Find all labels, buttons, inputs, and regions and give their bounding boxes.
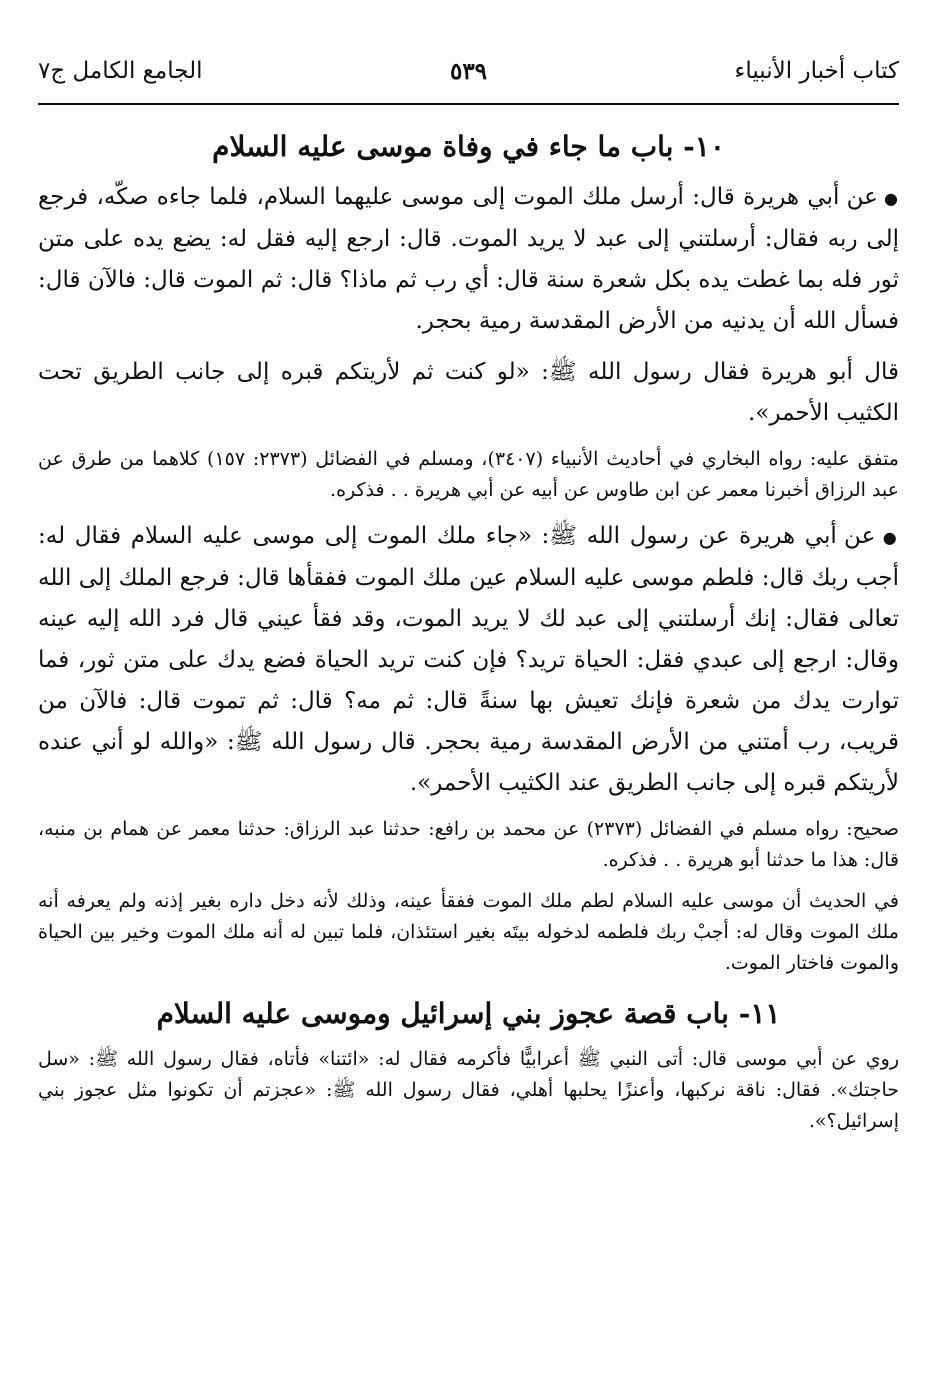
hadith-text-4: روي عن أبي موسى قال: أتى النبي ﷺ أعرابيًّا فأكرمه فقال له: «ائتنا» فأتاه، فقال رسول الله ﷺ: «سل حاجتك». فقال: ناقة نركبها، وأعنزًا يحلبها أهلي، فقال رسول الله ﷺ: «عجزتم أن تكونوا مثل عجوز بني إسرائيل؟». xyxy=(38,1048,899,1132)
hadith-grading-1: متفق عليه: رواه البخاري في أحاديث الأنبياء (٣٤٠٧)، ومسلم في الفضائل (٢٣٧٣: ١٥٧) كلاهما من طرق عن عبد الرزاق أخبرنا معمر عن ابن طاوس عن أبيه عن أبي هريرة . . فذكره. xyxy=(38,448,899,501)
hadith-text-3: ● عن أبي هريرة عن رسول الله ﷺ: «جاء ملك الموت إلى موسى عليه السلام فقال له: أجب ربك قال: فلطم موسى عليه السلام عين ملك الموت ففقأها قال: فرجع الملك إلى الله تعالى فقال: إنك أرسلتني إلى عبد لك لا يريد الموت، وقد فقأ عيني قال فرد الله إليه عينه وقال: ارجع إلى عبدي فقل: الحياة تريد؟ فإن كنت تريد الحياة فضع يدك على متن ثور، فما توارت يدك من شعرة فإنك تعيش بها سنةً قال: ثم مه؟ قال: ثم تموت قال: فالآن من قريب، رب أمتني من الأرض المقدسة رمية بحجر. قال رسول الله ﷺ: «والله لو أني عنده لأريتكم قبره إلى جانب الطريق عند الكثيب الأحمر». xyxy=(38,516,899,804)
section-heading-10: ١٠- باب ما جاء في وفاة موسى عليه السلام xyxy=(212,130,725,163)
page-content xyxy=(38,118,899,1147)
volume-title: الجامع الكامل ج٧ xyxy=(38,58,203,84)
hadith-text-2: قال أبو هريرة فقال رسول الله ﷺ: «لو كنت ثم لأريتكم قبره إلى جانب الطريق تحت الكثيب الأحمر». xyxy=(38,359,899,426)
running-header xyxy=(38,58,899,98)
book-title: كتاب أخبار الأنبياء xyxy=(734,58,899,84)
header-rule xyxy=(38,103,899,105)
hadith-grading-2: صحيح: رواه مسلم في الفضائل (٢٣٧٣) عن محمد بن رافع: حدثنا عبد الرزاق: حدثنا معمر عن همام بن منبه، قال: هذا ما حدثنا أبو هريرة . . فذكره. xyxy=(38,818,899,871)
section-heading-11: ١١- باب قصة عجوز بني إسرائيل وموسى عليه السلام xyxy=(156,997,781,1030)
commentary-text: في الحديث أن موسى عليه السلام لطم ملك الموت ففقأ عينه، وذلك لأنه دخل داره بغير إذنه ولم يعرفه أنه ملك الموت وقال له: أجبْ ربك فلطمه لدخوله بيتَه بغير استئذان، فلما تبين له أنه ملك الموت وخير بين الحياة والموت فاختار الموت. xyxy=(38,890,899,974)
page-number: ٥٣٩ xyxy=(449,58,488,85)
hadith-text-1: ● عن أبي هريرة قال: أرسل ملك الموت إلى موسى عليهما السلام، فلما جاءه صكّه، فرجع إلى ربه فقال: أرسلتني إلى عبد لا يريد الموت. قال: ارجع إليه فقل له: يضع يده على متن ثور فله بما غطت يده بكل شعرة سنة قال: أي رب ثم ماذا؟ قال: ثم الموت قال: فالآن قال: فسأل الله أن يدنيه من الأرض المقدسة رمية بحجر. xyxy=(38,177,899,342)
